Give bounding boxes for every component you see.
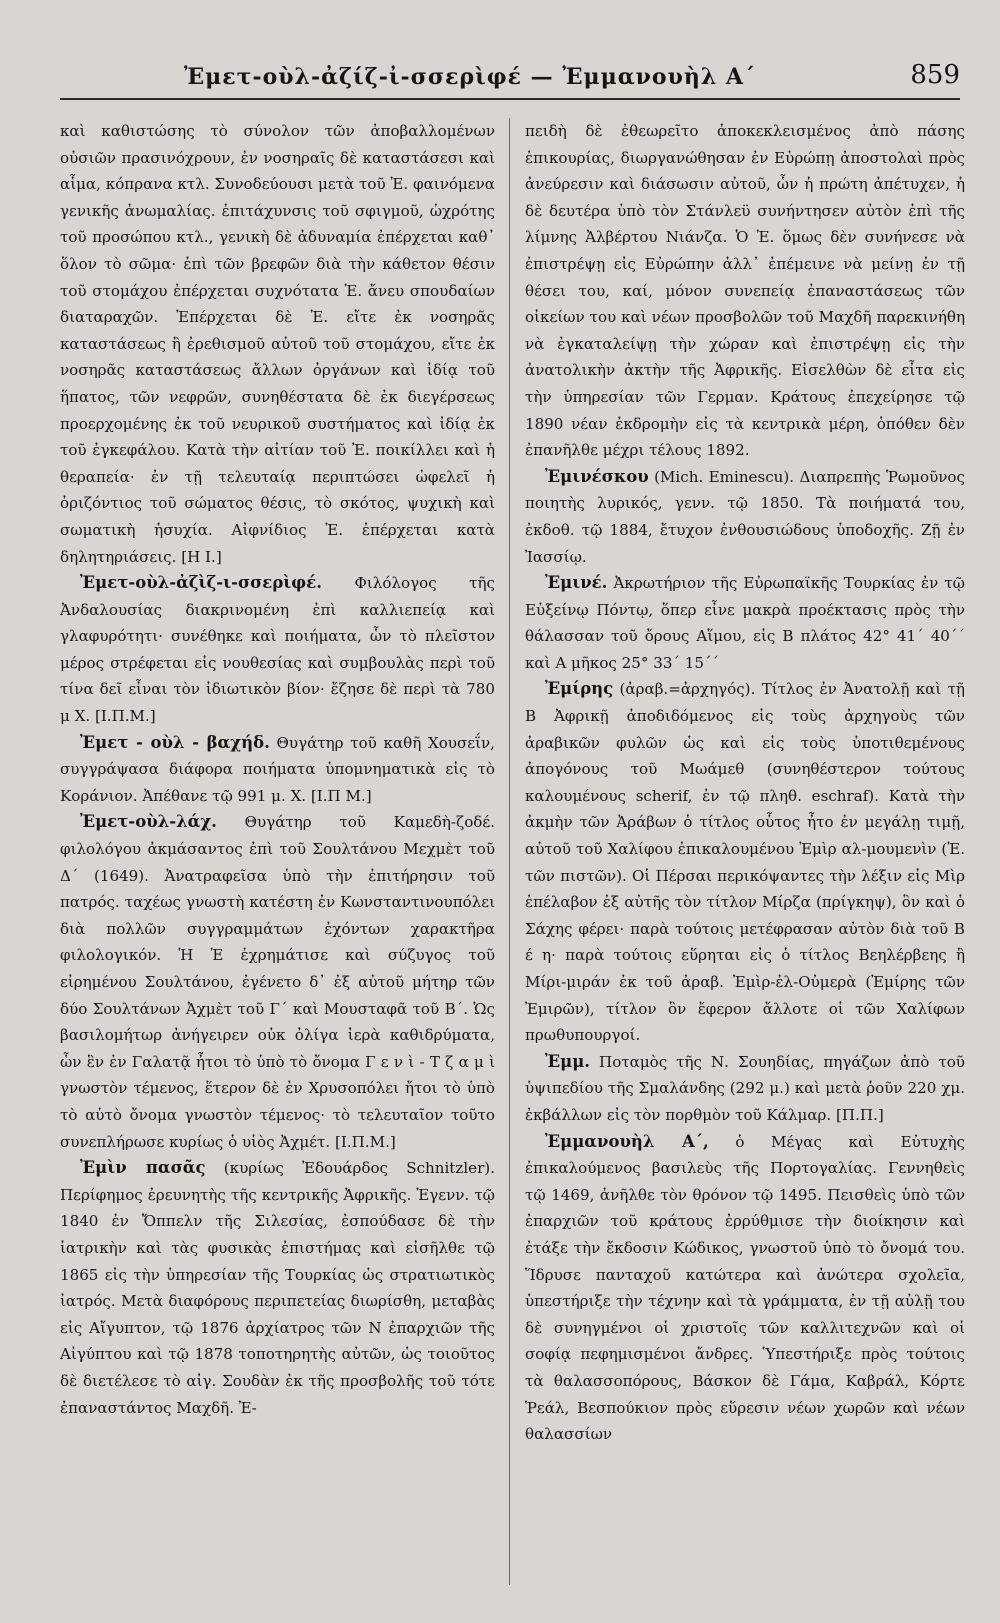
entry-headword: Ἐμινέ. <box>545 573 608 593</box>
entry-text: Θυγάτηρ τοῦ καθῆ Χουσεΐν, συγγράψασα διάφορα ποιήματα ὑπομνηματικὰ εἰς τὸ Κοράνιον. Ἀπέθανε τῷ 991 μ. Χ. [Ι.Π Μ.] <box>60 733 495 805</box>
entry-headword: Ἐμμ. <box>545 1051 591 1071</box>
left-column <box>60 118 495 1585</box>
entry-headword: Ἐμετ - οὺλ - βαχήδ. <box>80 732 270 752</box>
dictionary-entry <box>525 1049 965 1129</box>
column-divider <box>509 118 510 1585</box>
entry-text: ὁ Μέγας καὶ Εὐτυχὴς ἐπικαλούμενος βασιλεὺς τῆς Πορτογαλίας. Γεννηθεὶς τῷ 1469, ἀνῆλθε τὸν θρόνον τῷ 1495. Πεισθεὶς ὑπὸ τῶν ἐπαρχιῶν τοῦ κράτους ἐρρύθμισε τὴν διοίκησιν καὶ ἐτάξε τὴν ἔκδοσιν Κώδικος, γνωστοῦ ὑπὸ τὸ ὄνομά του. Ἵδρυσε πανταχοῦ κατώτερα καὶ ἀνώτερα σχολεῖα, ὑπεστήριξε τὴν τέχνην καὶ τὰ γράμματα, ἐν τῇ αὐλῇ του δὲ συνηγμένοι οἱ χριστοῖς τῶν καλλιτεχνῶν καὶ οἱ σοφίᾳ πεφημισμένοι ἄνδρες. Ὑπεστήριξε πρὸς τούτοις τὰ θαλασσοπόρους, Βάσκον δὲ Γάμα, Καβράλ, Κόρτε Ῥεάλ, Βεσπούκιον πρὸς εὕρεσιν νέων χωρῶν καὶ νέων θαλασσίων <box>525 1132 965 1444</box>
dictionary-entry <box>525 464 965 570</box>
dictionary-entry <box>60 1155 495 1421</box>
entry-headword: Ἐμινέσκου <box>545 466 649 486</box>
entry-text: Θυγάτηρ τοῦ Καμεδὴ-ζοδέ. φιλολόγου ἀκμάσαντος ἐπὶ τοῦ Σουλτάνου Μεχμὲτ τοῦ Δ΄ (1649). Ἀνατραφεῖσα ὑπὸ τὴν ἐπιτήρησιν τοῦ πατρός. ταχέως γνωστὴ κατέστη ἐν Κωνσταντινουπόλει διὰ πολλῶν συγγραμμάτων ἐχόντων χαρακτῆρα φιλολογικόν. Ἡ Ἐ ἐχρημάτισε καὶ σύζυγος τοῦ εἰρημένου Σουλτάνου, ἐγένετο δ᾽ ἐξ αὐτοῦ μήτηρ τῶν δύο Σουλτάνων Ἀχμὲτ τοῦ Γ΄ καὶ Μουσταφᾶ τοῦ Β΄. Ὡς βασιλομήτωρ ἀνήγειρεν οὐκ ὀλίγα ἱερὰ καθιδρύματα, ὧν ἓν ἐν Γαλατᾷ ἦτοι τὸ ὑπὸ τὸ ὄνομα Γ ε ν ὶ - Τ ζ α μ ὶ γνωστὸν τέμενος, ἕτερον δὲ ἐν Χρυσοπόλει ἤτοι τὸ ὑπὸ τὸ αὐτὸ ὄνομα γνωστὸν τέμενος· τὸ τελευταῖον τοῦτο συνεπλήρωσε κυρίως ὁ υἱὸς Ἀχμέτ. [Ι.Π.Μ.] <box>60 813 495 1151</box>
entry-text: Φιλόλογος τῆς Ἀνδαλουσίας διακρινομένη ἐπὶ καλλιεπείᾳ καὶ γλαφυρότητι· συνέθηκε καὶ ποιήματα, ὧν τὸ πλεῖστον μέρος στρέφεται εἰς νουθεσίας καὶ συμβουλὰς περὶ τοῦ τίνα δεῖ εἶναι τὸν ἰδιωτικὸν βίον· ἔζησε δὲ περὶ τὰ 780 μ Χ. [Ι.Π.Μ.] <box>60 574 495 726</box>
dictionary-entry <box>60 809 495 1155</box>
entry-headword: Ἐμμανουὴλ Α΄, <box>545 1131 709 1151</box>
page-number: 859 <box>910 60 960 90</box>
running-title: Ἐμετ-οὺλ-ἀζίζ-ἰ-σσερὶφέ — Ἐμμανουὴλ Α΄ <box>184 64 756 90</box>
entry-headword: Ἐμὶν πασᾶς <box>80 1158 206 1178</box>
right-column <box>525 118 965 1585</box>
dictionary-entry <box>60 570 495 730</box>
entry-headword: Ἐμετ-οὺλ-λάχ. <box>80 812 217 832</box>
entry-text: Ἀκρωτήριον τῆς Εὐρωπαϊκῆς Τουρκίας ἐν τῷ Εὐξείνῳ Πόντῳ, ὅπερ εἶνε μακρὰ προέκτασις πρὸς τὴν θάλασσαν τοῦ ὄρους Αἵμου, εἰς Β πλάτος 42° 41΄ 40΄΄ καὶ Α μῆκος 25° 33΄ 15΄΄ <box>525 574 965 672</box>
entry-text: πειδὴ δὲ ἐθεωρεῖτο ἀποκεκλεισμένος ἀπὸ πάσης ἐπικουρίας, διωργανώθησαν ἐν Εὐρώπῃ ἀποστολαὶ πρὸς ἀνεύρεσιν καὶ διάσωσιν αὐτοῦ, ὧν ἡ πρώτη ἀπέτυχεν, ἡ δὲ δευτέρα ὑπὸ τὸν Στάνλεϋ συνήντησεν αὐτὸν ἐπὶ τῆς λίμνης Ἀλβέρτου Νιάνζα. Ὁ Ἐ. ὅμως δὲν συνήνεσε νὰ ἐπιστρέψῃ εἰς Εὐρώπην ἀλλ᾽ ἐπέμεινε νὰ μείνῃ ἐν τῇ θέσει του, καί, μόνον συνεπείᾳ ἐπαναστάσεως τῶν οἰκείων του καὶ νέων προσβολῶν τοῦ Μαχδῆ παρεκινήθη νὰ ἐγκαταλείψῃ τὴν χώραν καὶ ἐπιστρέψῃ εἰς τὴν ἀνατολικὴν ἀκτὴν τῆς Ἀφρικῆς. Εἰσελθὼν δὲ εἶτα εἰς τὴν ὑπηρεσίαν τῶν Γερμαν. Κράτους ἐπεχείρησε τῷ 1890 νέαν ἐκδρομὴν εἰς τὰ κεντρικὰ μέρη, ὁπόθεν δὲν ἐπανῆλθε μέχρι τέλους 1892. <box>525 122 965 460</box>
page-header <box>60 58 960 100</box>
entry-text: (Mich. Eminescu). Διαπρεπὴς Ῥωμοῦνος ποιητὴς λυρικός, γενν. τῷ 1850. Τὰ ποιήματά του, ἐκδοθ. τῷ 1884, ἔτυχον ἐνθουσιώδους ὑποδοχῆς. Ζῇ ἐν Ἰασσίῳ. <box>525 467 965 566</box>
entry-text: Ποταμὸς τῆς Ν. Σουηδίας, πηγάζων ἀπὸ τοῦ ὑψιπεδίου τῆς Σμαλάνδης (292 μ.) καὶ μετὰ ῥοῦν 220 χμ. ἐκβάλλων εἰς τὸν πορθμὸν τοῦ Κάλμαρ. [Π.Π.] <box>525 1052 965 1124</box>
dictionary-entry <box>60 118 495 570</box>
entry-text: (ἀραβ.=ἀρχηγός). Τίτλος ἐν Ἀνατολῇ καὶ τῇ Β Ἀφρικῇ ἀποδιδόμενος εἰς τοὺς ἀρχηγοὺς τῶν ἀραβικῶν φυλῶν ὡς καὶ εἰς τοὺς ὑποτιθεμένους ἀπογόνους τοῦ Μωάμεθ (συνηθέστερον τούτους καλουμένους scherif, ἐν τῷ πληθ. eschraf). Κατὰ τὴν ἀκμὴν τῶν Ἀράβων ὁ τίτλος οὗτος ἦτο ἐν μεγάλῃ τιμῇ, αὐτοῦ τοῦ Χαλίφου ἐπικαλουμένου Ἐμὶρ αλ-μουμενὶν (Ἐ. τῶν πιστῶν). Οἱ Πέρσαι περικόψαντες τὴν λέξιν εἰς Μὶρ ἐπέλαβον ἐξ αὐτῆς τὸν τίτλον Μίρζα (πρίγκηψ), ὃν καὶ ὁ Σάχης φέρει· παρὰ τούτοις μετέφρασαν αὐτὸν διὰ τοῦ Β έ η· παρὰ τούτοις εὕρηται εἰς ὁ τίτλος Βεηλέρβεης ἢ Μίρι-μιράν ἐκ τοῦ ἀραβ. Ἐμὶρ-ἐλ-Οὐμερὰ (Ἐμίρης τῶν Ἐμιρῶν), τίτλον ὃν ἔφερον ἄλλοτε οἱ τῶν Χαλίφων πρωθυπουργοί. <box>525 680 965 1045</box>
dictionary-entry <box>525 570 965 676</box>
entry-headword: Ἐμίρης <box>545 679 614 699</box>
entry-headword: Ἐμετ-οὺλ-ἀζὶζ-ι-σσερὶφέ. <box>80 573 322 593</box>
dictionary-entry <box>525 1129 965 1448</box>
dictionary-entry <box>60 730 495 810</box>
entry-text: (κυρίως Ἐδουάρδος Schnitzler). Περίφημος ἐρευνητὴς τῆς κεντρικῆς Ἀφρικῆς. Ἐγενν. τῷ 1840 ἐν Ὄππελν τῆς Σιλεσίας, ἐσπούδασε δὲ τὴν ἰατρικὴν καὶ τὰς φυσικὰς ἐπιστήμας καὶ εἰσῆλθε τῷ 1865 εἰς τὴν ὑπηρεσίαν τῆς Τουρκίας ὡς στρατιωτικὸς ἰατρός. Μετὰ διαφόρους περιπετείας διωρίσθη, μεταβὰς εἰς Αἴγυπτον, τῷ 1876 ἀρχίατρος τῶν Ν ἐπαρχιῶν τῆς Αἰγύπτου καὶ τῷ 1878 τοποτηρητὴς αὐτῶν, ὡς τοιοῦτος δὲ διετέλεσε τὸ αἰγ. Σουδὰν ἐκ τῆς προσβολῆς τοῦ τότε ἐπαναστάντος Μαχδῆ. Ἐ- <box>60 1159 495 1417</box>
dictionary-entry <box>525 118 965 464</box>
entry-text: καὶ καθιστώσης τὸ σύνολον τῶν ἀποβαλλομένων οὐσιῶν πρασινόχρουν, ἐν νοσηραῖς δὲ καταστάσεσι καὶ αἷμα, κόπρανα κτλ. Συνοδεύουσι μετὰ τοῦ Ἐ. φαινόμενα γενικῆς ἀνωμαλίας. ἐπιτάχυνσις τοῦ σφιγμοῦ, ὠχρότης τοῦ προσώπου κτλ., γενικὴ δὲ ἀδυναμία ἐπέρχεται καθ᾽ ὅλον τὸ σῶμα· ἐπὶ τῶν βρεφῶν διὰ τὴν κάθετον θέσιν τοῦ στομάχου ἐπέρχεται συχνότατα Ἐ. ἄνευ σπουδαίων διαταραχῶν. Ἐπέρχεται δὲ Ἐ. εἴτε ἐκ νοσηρᾶς καταστάσεως ἢ ἐρεθισμοῦ αὐτοῦ τοῦ στομάχου, εἴτε ἐκ νοσηρᾶς καταστάσεως ἄλλων ὀργάνων καὶ ἰδίᾳ τοῦ ἥπατος, τῶν νεφρῶν, συνηθέστατα δὲ ἐκ διεγέρσεως προερχομένης ἐκ τοῦ νευρικοῦ συστήματος καὶ ἰδίᾳ ἐκ τοῦ ἐγκεφάλου. Κατὰ τὴν αἰτίαν τοῦ Ἐ. ποικίλλει καὶ ἡ θεραπεία· ἐν τῇ τελευταίᾳ περιπτώσει ὠφελεῖ ἡ ὁριζόντιος τοῦ σώματος θέσις, τὸ σκότος, ψυχικὴ καὶ σωματικὴ ἡσυχία. Αἰφνίδιος Ἐ. ἐπέρχεται κατὰ δηλητηριάσεις. [Η Ι.] <box>60 122 495 566</box>
dictionary-entry <box>525 676 965 1048</box>
